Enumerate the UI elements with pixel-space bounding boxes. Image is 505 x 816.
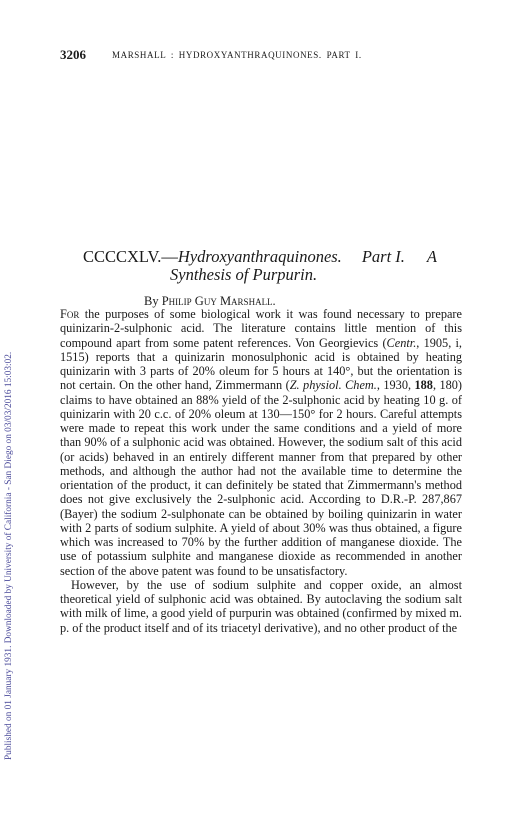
article-subtitle: Synthesis of Purpurin. (170, 265, 318, 284)
download-notice (4, 40, 24, 800)
paragraph-1-lead: For (60, 307, 80, 321)
paragraph-1-text-c: , 1930, (376, 378, 415, 393)
paragraph-1-text-a: the purposes of some biological work it was found necessary to prepare quinizarin-2-sulphonic acid. The literature contains little mention of this compound apart from some patent references. Von Georgievics ( (60, 307, 462, 350)
title-part1: Hydroxyanthraquinones. (177, 247, 342, 266)
author-name: Philip Guy Marshall. (161, 294, 276, 308)
title-part2: Part I. (361, 247, 405, 266)
page-number: 3206 (60, 47, 86, 62)
running-header (60, 47, 460, 61)
paragraph-2: However, by the use of sodium sulphite and copper oxide, an almost theoretical yield of sulphonic acid was obtained. By autoclaving the sodium salt with milk of lime, a good yield of purpurin was obtained (confirmed by mixed m. p. of the product itself and of its triacetyl derivative), and no other product of the (60, 577, 462, 635)
article-title (60, 248, 460, 266)
title-part3: A (426, 247, 437, 266)
citation-volume: 188 (414, 378, 433, 393)
article-body (60, 307, 462, 635)
paragraph-1-text-b: , 1905, i, 1515) reports that a quinizarin monosulphonic acid is obtained by heating quinizarin with 3 parts of 20% oleum for 5 hours at 140°, but the orientation is not certain. On the other hand, Zimmermann ( (60, 335, 462, 393)
title-dash: — (161, 247, 178, 266)
download-notice-text: Published on 01 January 1931. Downloaded by University of California - San Diego on 03/03/2016 15:03:02. (4, 351, 14, 760)
paragraph-1-text-d: , 180) claims to have obtained an 88% yield of the 2-sulphonic acid by heating 10 g. of quinizarin with 20 c.c. of 20% oleum at 130—150° for 2 hours. Careful attempts were made to repeat this work under the same conditions and a yield of more than 90% of a sulphonic acid was obtained. However, the sodium salt of this acid (or acids) behaved in an entirely different manner from that prepared by other methods, and although the author had not the available time to determine the orientation of the product, it can definitely be stated that Zimmermann's method does not give exclusively the 2-sulphonic acid. According to D.R.-P. 287,867 (Bayer) the sodium 2-sulphonate can be obtained by boiling quinizarin in water with 2 parts of sodium sulphite. A yield of about 30% was thus obtained, a figure which was increased to 70% by the further addition of manganese dioxide. The use of potassium sulphite and manganese dioxide as recommended in another section of the above patent was found to be unsatisfactory. (60, 378, 463, 578)
running-title: MARSHALL : HYDROXYANTHRAQUINONES. PART I. (112, 50, 362, 60)
paragraph-1 (60, 307, 462, 578)
citation-zeitschrift: Z. physiol. Chem. (289, 378, 377, 393)
citation-centr: Centr. (386, 335, 417, 350)
article-title-block (60, 248, 460, 309)
byline-by: By (144, 294, 159, 308)
article-number: CCCCXLV. (82, 247, 162, 266)
